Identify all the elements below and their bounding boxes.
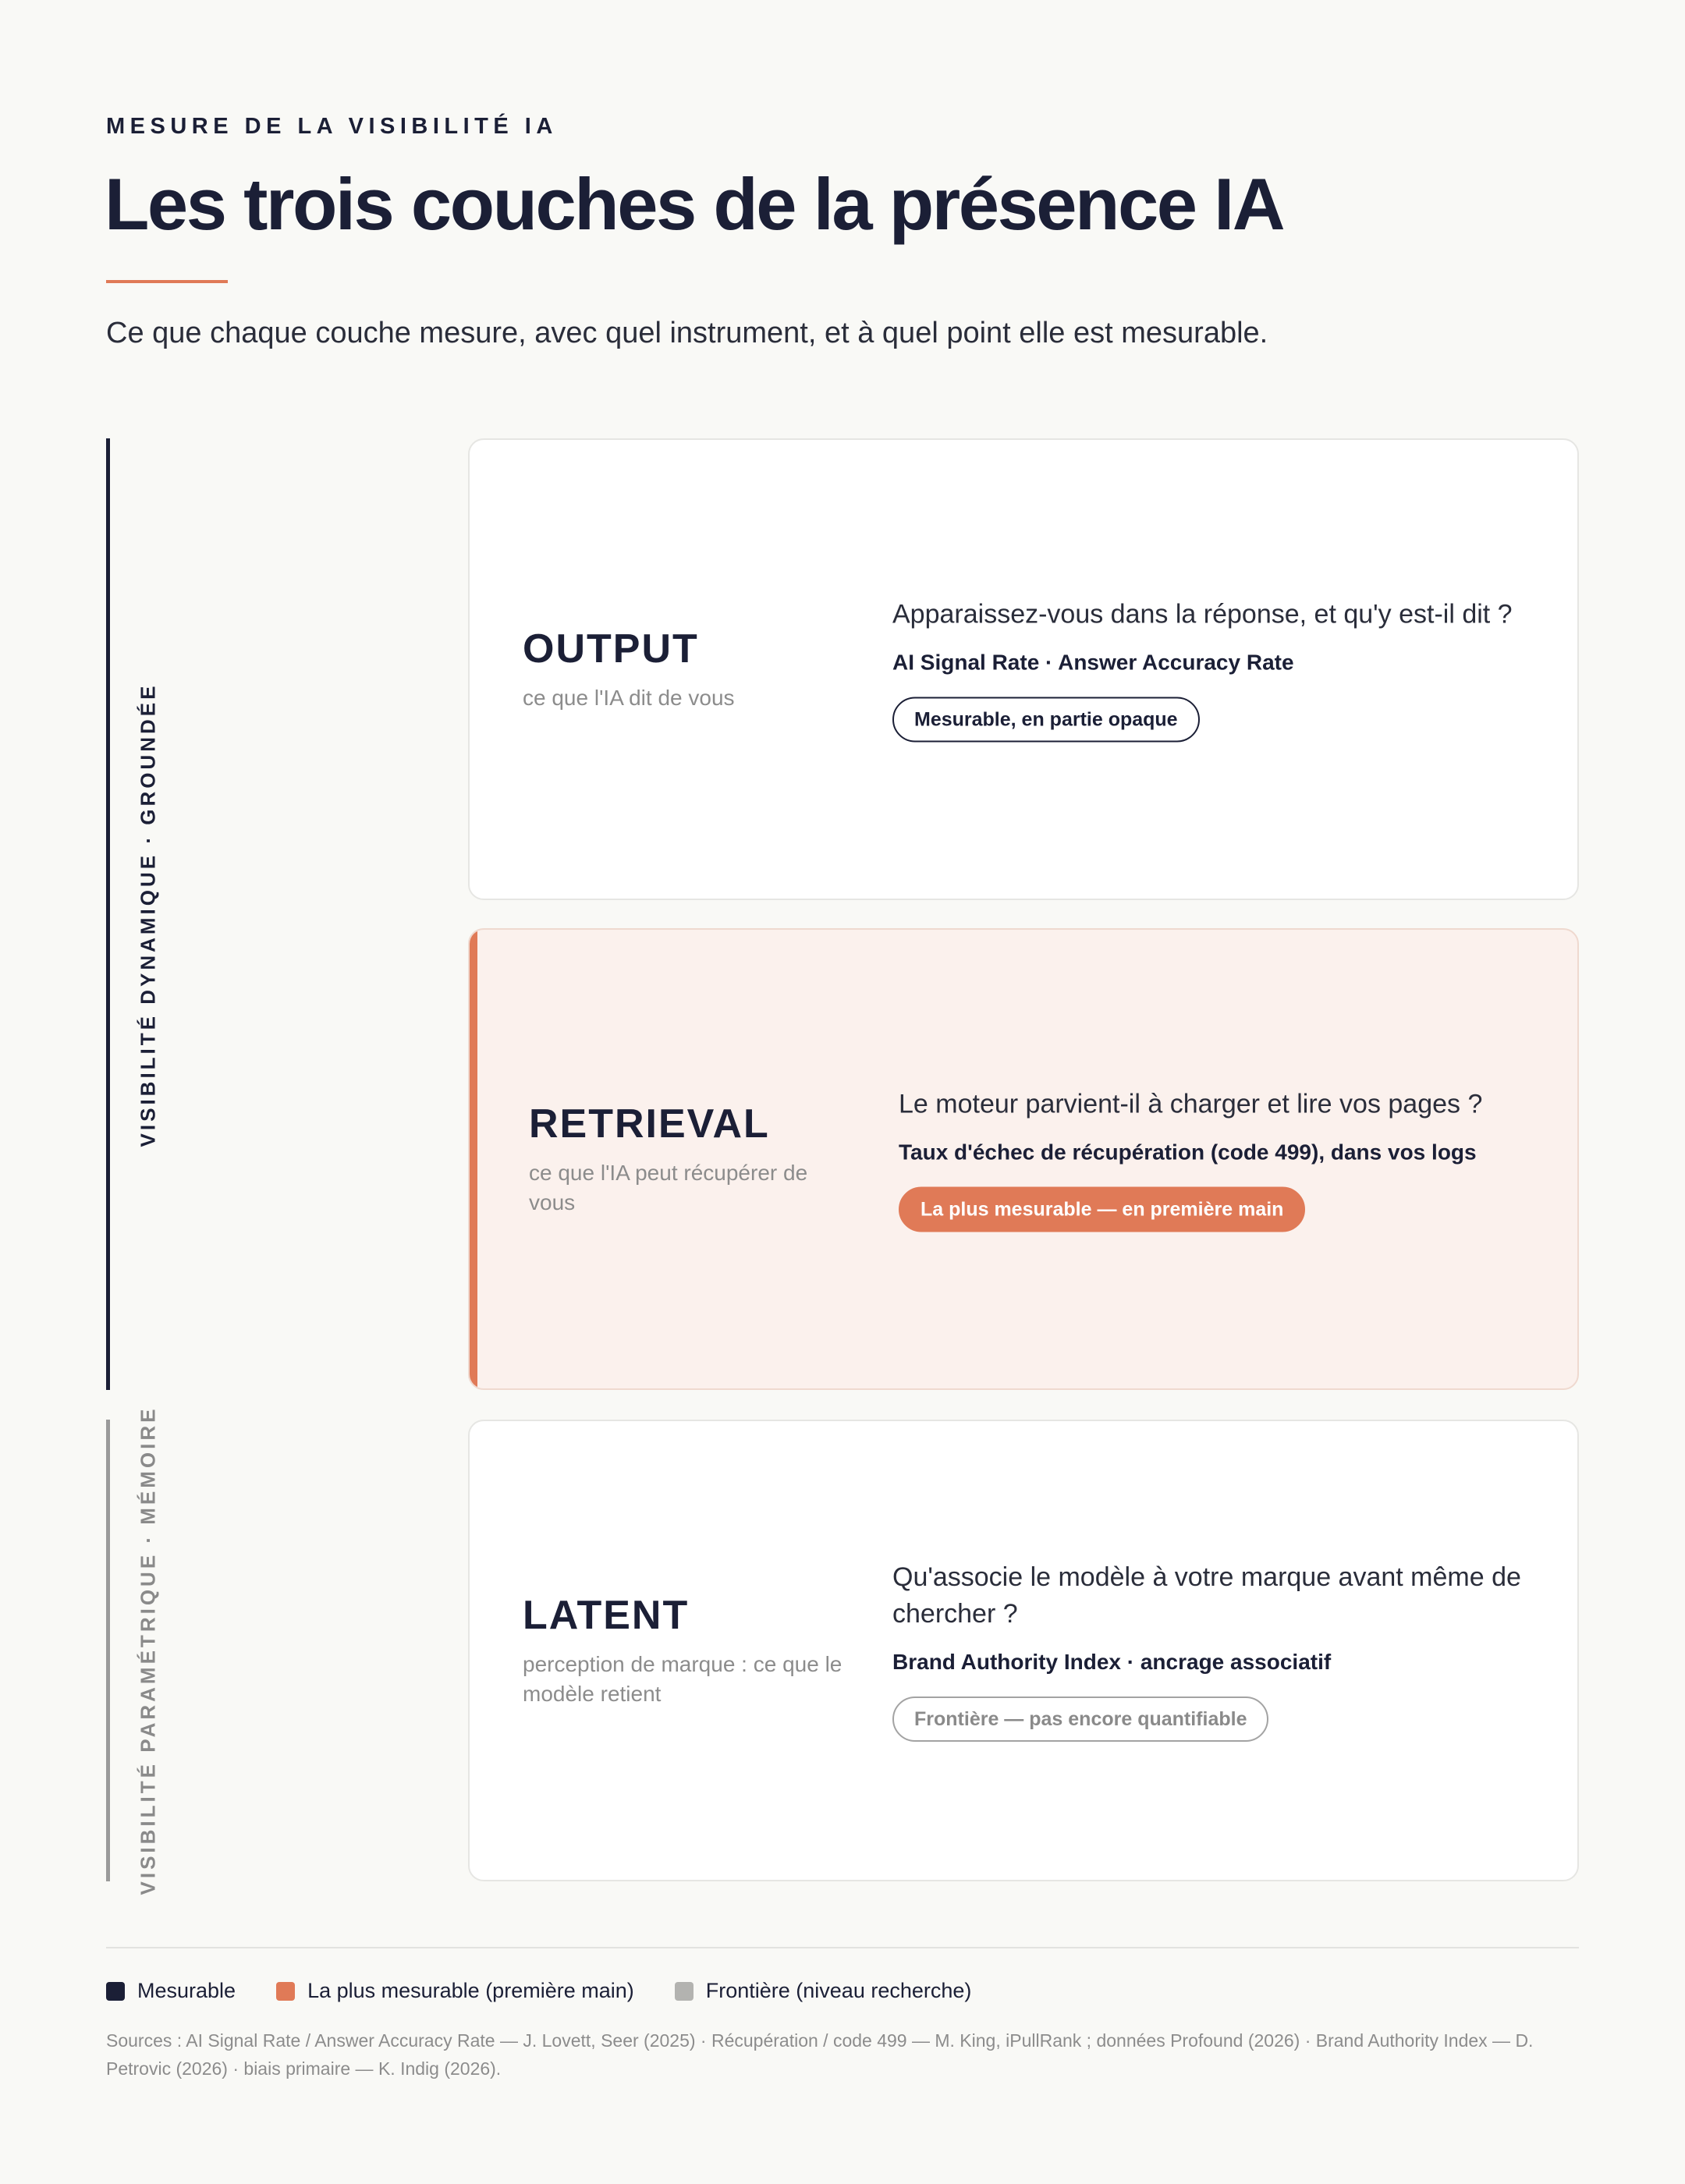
legend-item: [675, 1979, 972, 2003]
status-badge: Mesurable, en partie opaque: [892, 697, 1200, 743]
layer-details: [899, 1087, 1538, 1232]
layer-card-output: [468, 438, 1579, 900]
layer-name: RETRIEVAL: [529, 1101, 770, 1147]
sources-note: Sources : AI Signal Rate / Answer Accuracy Rate — J. Lovett, Seer (2025) · Récupération / code 499 — M. King, iPullRank ; données Profound (2026) · Brand Authority Index — D. Petrovic (2026) · biais primaire — K. Indig (2026).: [106, 2030, 1534, 2079]
layer-description: ce que l'IA dit de vous: [523, 686, 735, 710]
group-bar-dynamic: [106, 438, 110, 1390]
legend-swatch: [106, 1982, 125, 2001]
legend-label: La plus mesurable (première main): [307, 1979, 634, 2002]
legend-label: Mesurable: [137, 1979, 236, 2002]
layer-card-retrieval: [468, 928, 1579, 1390]
layer-metrics: Brand Authority Index · ancrage associatif: [892, 1650, 1332, 1674]
layer-heading: [523, 626, 850, 713]
layer-details: [892, 597, 1532, 743]
title-rule: [106, 280, 228, 283]
highlight-accent-bar: [470, 930, 477, 1388]
layer-metrics: Taux d'échec de récupération (code 499), dans vos logs: [899, 1140, 1477, 1165]
legend-label: Frontière (niveau recherche): [705, 1979, 972, 2002]
layer-metrics: AI Signal Rate · Answer Accuracy Rate: [892, 650, 1294, 675]
legend-swatch: [276, 1982, 295, 2001]
legend-swatch: [675, 1982, 694, 2001]
layer-details: [892, 1559, 1532, 1742]
group-bar-parametric: [106, 1420, 110, 1881]
group-label-dynamic: VISIBILITÉ DYNAMIQUE · GROUNDÉE: [136, 682, 160, 1147]
layer-card-latent: [468, 1420, 1579, 1881]
eyebrow: MESURE DE LA VISIBILITÉ IA: [106, 114, 558, 139]
status-badge: Frontière — pas encore quantifiable: [892, 1696, 1268, 1742]
page-title: Les trois couches de la présence IA: [105, 163, 1284, 245]
legend: [106, 1979, 1012, 2003]
layer-heading: [523, 1592, 850, 1709]
layer-question: Apparaissez-vous dans la réponse, et qu'y est-il dit ?: [892, 599, 1513, 629]
layer-heading: [529, 1101, 857, 1218]
layer-description: perception de marque : ce que le modèle retient: [523, 1652, 842, 1706]
layer-description: ce que l'IA peut récupérer de vous: [529, 1161, 808, 1214]
layer-question: Qu'associe le modèle à votre marque avant même de chercher ?: [892, 1562, 1521, 1629]
footer-divider: [106, 1947, 1579, 1948]
legend-item: [276, 1979, 634, 2003]
status-badge: La plus mesurable — en première main: [899, 1187, 1305, 1232]
layer-name: LATENT: [523, 1593, 690, 1638]
layer-name: OUTPUT: [523, 626, 699, 672]
page-subtitle: Ce que chaque couche mesure, avec quel instrument, et à quel point elle est mesurable.: [106, 317, 1268, 349]
group-label-parametric: VISIBILITÉ PARAMÉTRIQUE · MÉMOIRE: [136, 1406, 160, 1895]
layer-question: Le moteur parvient-il à charger et lire vos pages ?: [899, 1089, 1483, 1119]
legend-item: [106, 1979, 236, 2003]
